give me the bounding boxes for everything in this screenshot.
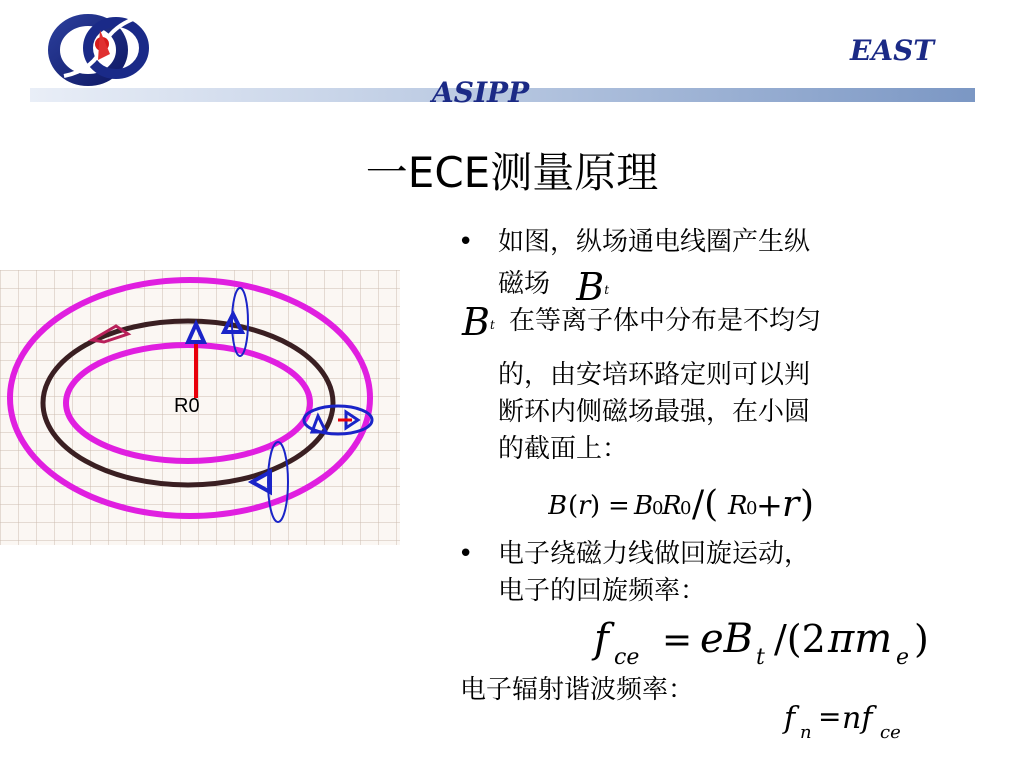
- svg-text:e: e: [896, 645, 910, 670]
- svg-text:): ): [800, 484, 815, 525]
- svg-text:=: =: [662, 620, 693, 661]
- svg-text:r: r: [578, 491, 591, 521]
- svg-text:t: t: [756, 645, 765, 670]
- bullet-2-line2: 的，由安培环路定则可以判: [498, 360, 811, 390]
- bullet-3-line1: 电子绕磁力线做回旋运动，: [498, 539, 811, 569]
- equation-cyclotron-frequency: [590, 612, 950, 680]
- svg-text:n: n: [800, 722, 812, 743]
- svg-text:+: +: [756, 486, 783, 524]
- bullet-2-line1: 在等离子体中分布是不均匀: [509, 306, 822, 336]
- bullet-3-line2: 电子的回旋频率：: [498, 576, 707, 606]
- svg-text:R: R: [662, 491, 682, 521]
- svg-text:=: =: [818, 700, 842, 733]
- svg-text:R: R: [728, 491, 748, 521]
- bullet-2-line4: 的截面上：: [498, 434, 629, 464]
- svg-text:(: (: [568, 491, 579, 521]
- slide-title: 一ECE测量原理: [365, 148, 659, 197]
- svg-text:/(2: /(2: [774, 617, 826, 661]
- symbol-t-subscript: t: [489, 318, 495, 332]
- svg-text:nf: nf: [842, 701, 873, 736]
- logo: [44, 10, 156, 86]
- torus-diagram: [0, 270, 400, 549]
- svg-text:0: 0: [680, 498, 692, 519]
- bullet-2-line3: 断环内侧磁场最强，在小圆: [498, 397, 811, 427]
- svg-text:ce: ce: [880, 722, 901, 743]
- symbol-t-subscript: t: [604, 283, 610, 297]
- brand-east: EAST: [850, 34, 935, 67]
- svg-text:0: 0: [652, 498, 664, 519]
- svg-text:0: 0: [746, 498, 758, 519]
- svg-text:B: B: [634, 491, 654, 521]
- svg-text:): ): [914, 617, 929, 661]
- svg-text:f: f: [784, 701, 796, 736]
- svg-text:eB: eB: [700, 616, 754, 662]
- brand-asipp: ASIPP: [432, 76, 530, 109]
- radius-label: R0: [174, 395, 200, 417]
- bullet-1-line2: 磁场 Bt: [498, 265, 610, 309]
- harmonic-label: 电子辐射谐波频率：: [460, 675, 695, 705]
- svg-text:ce: ce: [614, 645, 640, 670]
- svg-text:r: r: [782, 484, 800, 525]
- symbol-b: B: [462, 300, 490, 344]
- svg-text:): ): [590, 491, 601, 521]
- svg-text:f: f: [594, 616, 609, 662]
- equation-magnetic-field: [548, 478, 888, 532]
- svg-text:B: B: [548, 491, 568, 521]
- bullet-2-line1-row: [462, 298, 821, 344]
- svg-text:=: =: [608, 491, 630, 521]
- svg-text:πm: πm: [828, 616, 893, 662]
- svg-text:/(: /(: [692, 484, 719, 525]
- symbol-b: B: [576, 265, 605, 309]
- bullet-1-line1: 如图，纵场通电线圈产生纵: [498, 227, 811, 257]
- bullet-dot: •: [458, 227, 474, 257]
- equation-harmonic-frequency: [780, 692, 920, 752]
- bullet-dot: •: [458, 539, 474, 569]
